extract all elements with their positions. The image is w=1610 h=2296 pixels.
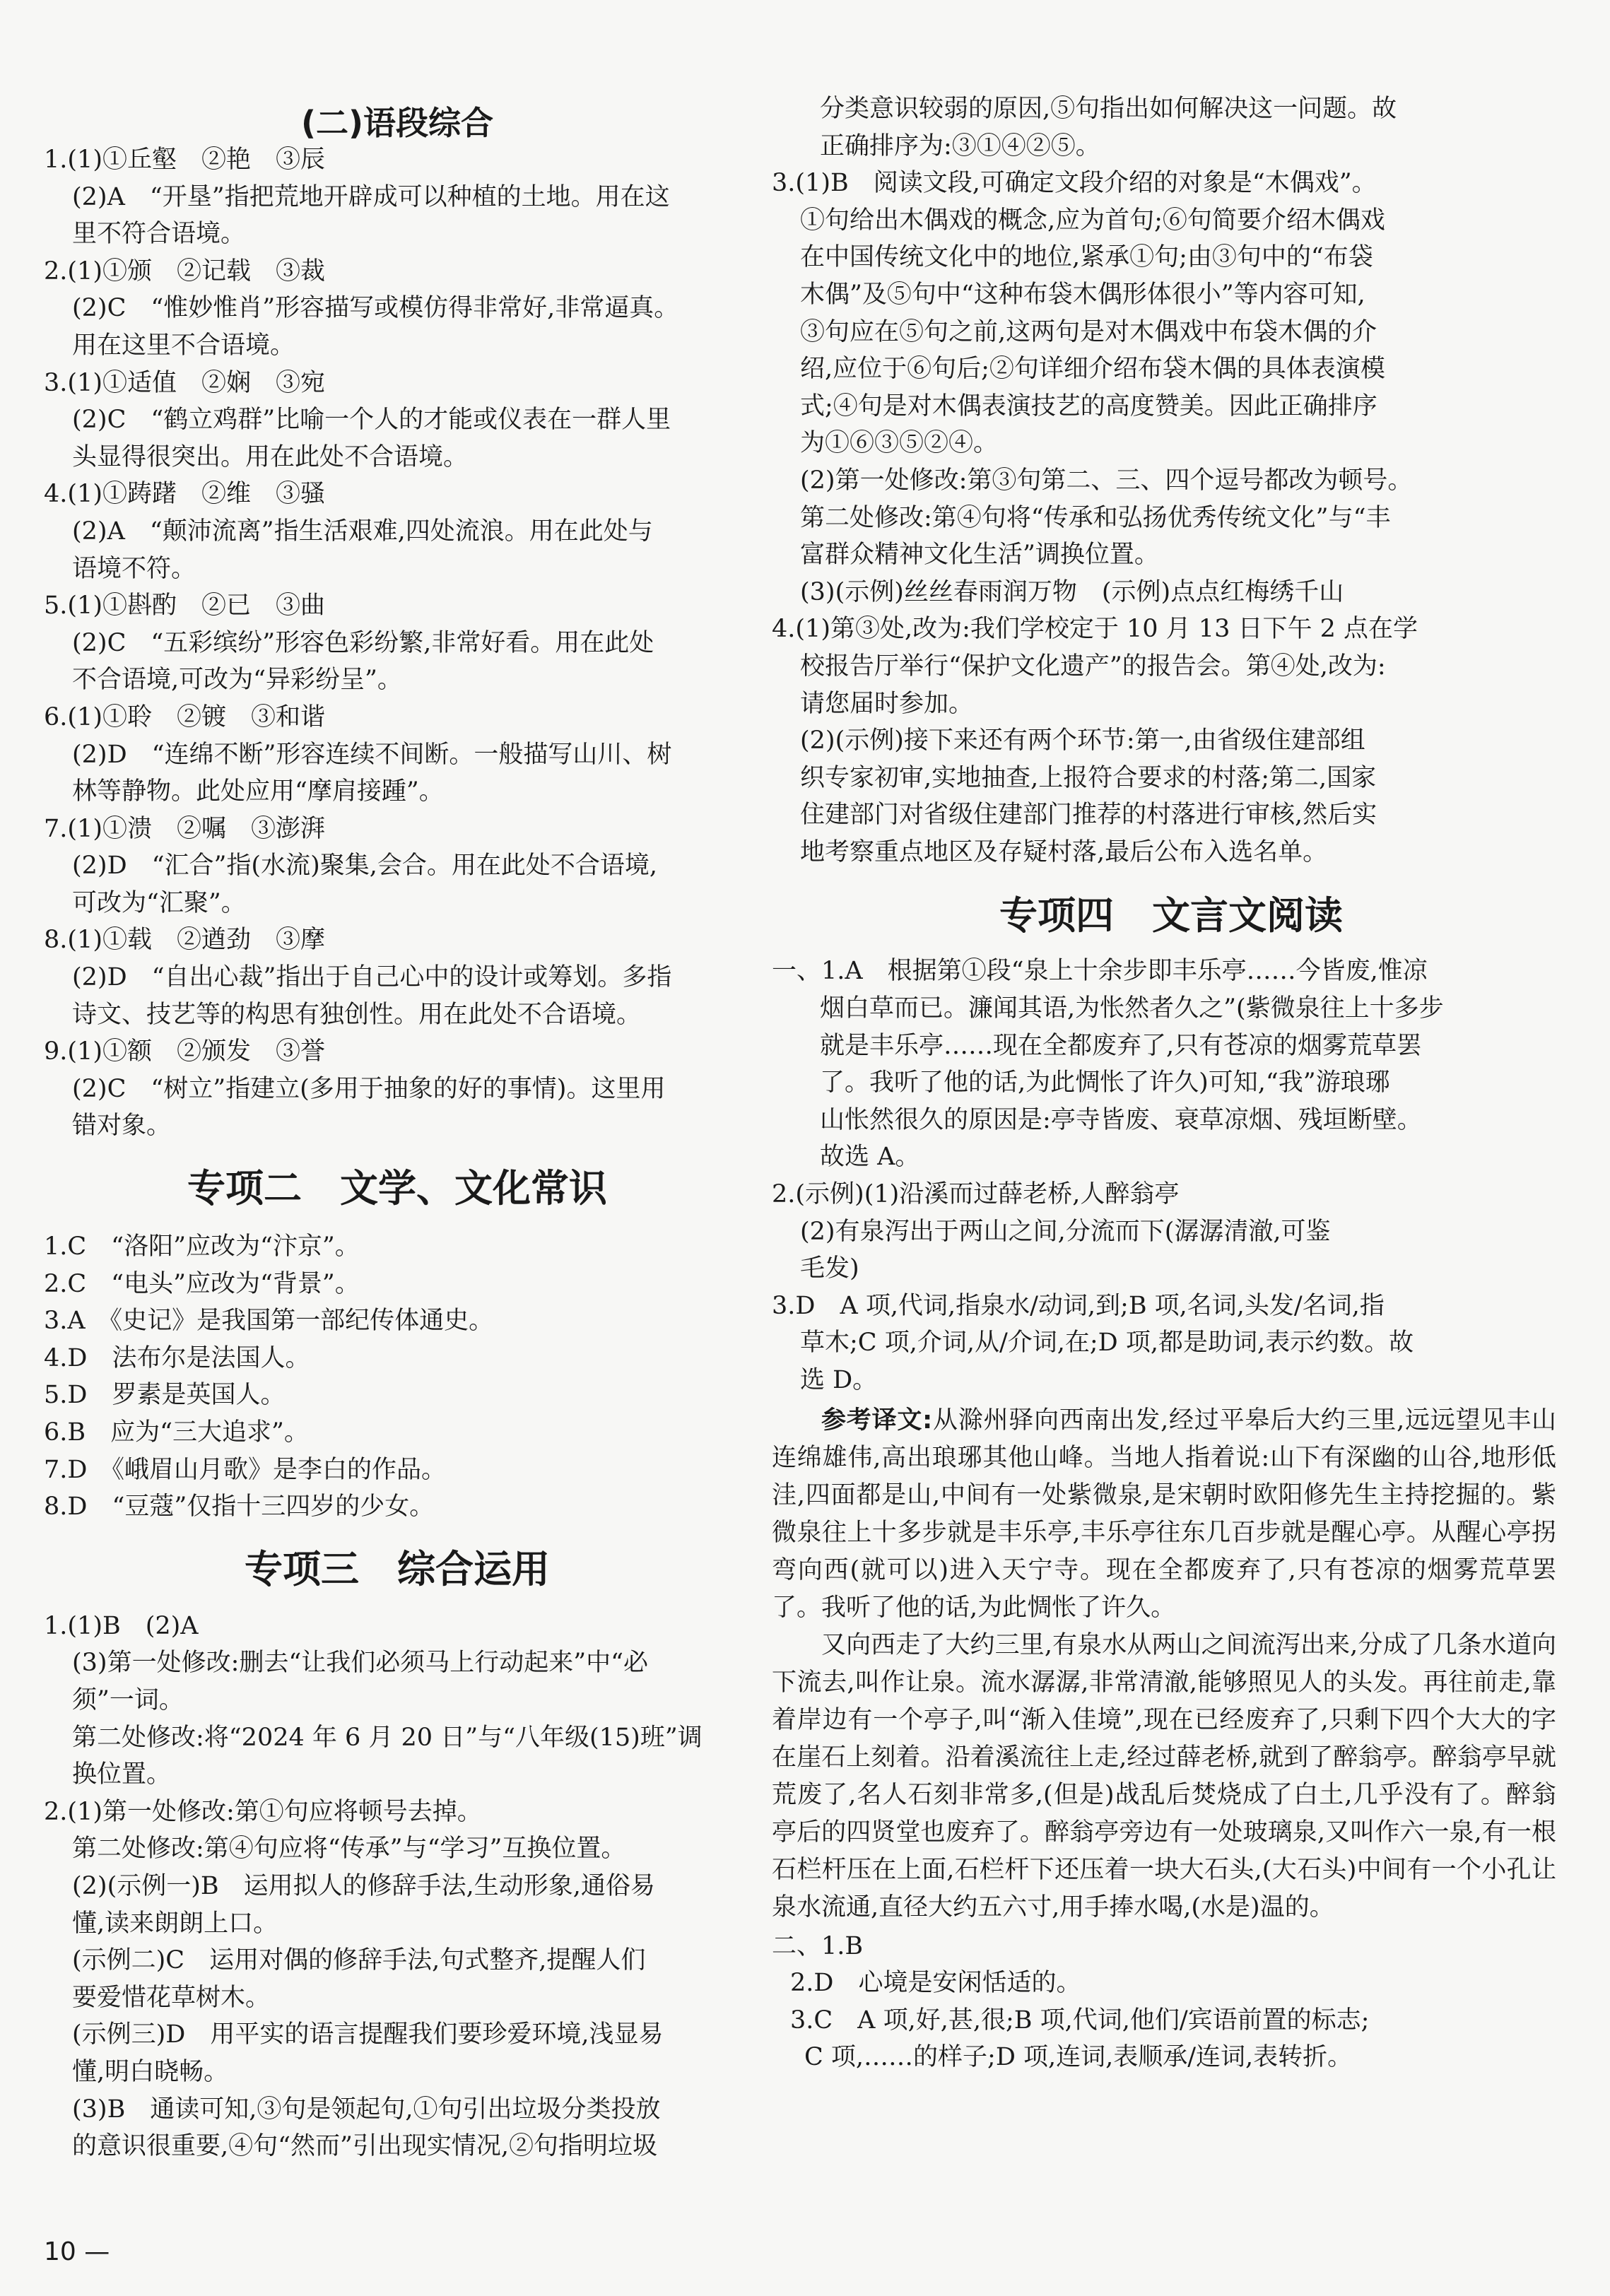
answer-line: 7.D 《峨眉山月歌》是李白的作品。 xyxy=(44,1455,446,1484)
answer-line: 换位置。 xyxy=(72,1760,172,1789)
answer-line: 为①⑥③⑤②④。 xyxy=(800,429,999,458)
answer-line: 故选 A。 xyxy=(820,1143,920,1172)
answer-line: (示例三)D 用平实的语言提醒我们要珍爱环境,浅显易 xyxy=(72,2020,664,2049)
answer-line: 2.(1)第一处修改:第①句应将顿号去掉。 xyxy=(44,1797,482,1826)
answer-line: 语境不符。 xyxy=(72,554,196,583)
answer-line: 懂,明白晓畅。 xyxy=(72,2057,229,2086)
answer-line: (2)D “连绵不断”形容连续不间断。一般描写山川、树 xyxy=(72,740,672,769)
answer-line: (2)C “鹤立鸡群”比喻一个人的才能或仪表在一群人里 xyxy=(72,406,671,435)
answer-line: 第二处修改:第④句将“传承和弘扬优秀传统文化”与“丰 xyxy=(800,503,1391,532)
answer-line: 3.C A 项,好,甚,很;B 项,代词,他们/宾语前置的标志; xyxy=(790,2006,1370,2035)
answer-line: 5.D 罗素是英国人。 xyxy=(44,1381,286,1410)
answer-line: (2)C “惟妙惟肖”形容描写或模仿得非常好,非常逼真。 xyxy=(72,294,679,323)
answer-line: 错对象。 xyxy=(72,1112,172,1141)
answer-line: 分类意识较弱的原因,⑤句指出如何解决这一问题。故 xyxy=(820,95,1397,123)
section-title-wenxue: 专项二 文学、文化常识 xyxy=(187,1166,607,1211)
answer-line: 3.(1)B 阅读文段,可确定文段介绍的对象是“木偶戏”。 xyxy=(772,169,1377,198)
answer-line: 选 D。 xyxy=(800,1366,878,1394)
section-zonghe-continued xyxy=(772,90,1570,871)
page-number: 10 — xyxy=(44,2237,110,2266)
answer-line: (2)第一处修改:第③句第二、三、四个逗号都改为顿号。 xyxy=(800,466,1413,495)
section-yuduan-body xyxy=(44,141,751,1145)
answer-line: 1.C “洛阳”应改为“汴京”。 xyxy=(44,1232,360,1261)
answer-line: 6.B 应为“三大追求”。 xyxy=(44,1418,309,1447)
answer-line: 山怅然很久的原因是:亭寺皆废、衰草凉烟、残垣断壁。 xyxy=(820,1105,1422,1134)
answer-line: 第二处修改:第④句应将“传承”与“学习”互换位置。 xyxy=(72,1835,626,1864)
answer-line: 式;④句是对木偶表演技艺的高度赞美。因此正确排序 xyxy=(800,392,1377,420)
answer-line: (2)A “颠沛流离”指生活艰难,四处流浪。用在此处与 xyxy=(72,517,653,546)
reference-translation xyxy=(772,1402,1556,1926)
answer-line: (2)(示例一)B 运用拟人的修辞手法,生动形象,通俗易 xyxy=(72,1871,655,1900)
answer-line: (3)B 通读可知,③句是领起句,①句引出垃圾分类投放 xyxy=(72,2095,661,2124)
answer-line: 的意识很重要,④句“然而”引出现实情况,②句指明垃圾 xyxy=(72,2132,658,2161)
answer-line: 2.D 心境是安闲恬适的。 xyxy=(790,1969,1081,1998)
answer-line: 头显得很突出。用在此处不合语境。 xyxy=(72,442,469,471)
answer-line: 7.(1)①溃 ②嘱 ③澎湃 xyxy=(44,814,325,843)
answer-line: 1.(1)B (2)A xyxy=(44,1611,199,1640)
answer-line: 绍,应位于⑥句后;②句详细介绍布袋木偶的具体表演模 xyxy=(800,355,1385,384)
answer-line: 一、1.A 根据第①段“泉上十余步即丰乐亭……今皆废,惟凉 xyxy=(772,957,1428,986)
answer-line: (3)第一处修改:删去“让我们必须马上行动起来”中“必 xyxy=(72,1649,649,1678)
answer-line: 懂,读来朗朗上口。 xyxy=(72,1909,278,1938)
answer-line: 4.D 法布尔是法国人。 xyxy=(44,1343,310,1372)
answer-line: 草木;C 项,介词,从/介词,在;D 项,都是助词,表示约数。故 xyxy=(800,1329,1414,1358)
answer-line: 8.(1)①载 ②遒劲 ③摩 xyxy=(44,926,325,955)
answer-line: 3.D A 项,代词,指泉水/动词,到;B 项,名词,头发/名词,指 xyxy=(772,1291,1385,1320)
answer-line: 毛发) xyxy=(800,1254,859,1283)
answer-line: (2)有泉泻出于两山之间,分流而下(潺潺清澈,可鉴 xyxy=(800,1217,1331,1246)
answer-line: (2)D “汇合”指(水流)聚集,会合。用在此处不合语境, xyxy=(72,852,657,881)
answer-line: 木偶”及⑤句中“这种布袋木偶形体很小”等内容可知, xyxy=(800,280,1365,309)
translation-paragraph-2 xyxy=(772,1627,1556,1926)
answer-line: (3)(示例)丝丝春雨润万物 (示例)点点红梅绣千山 xyxy=(800,577,1344,606)
left-column xyxy=(44,0,751,2165)
section-title-yuduan: (二)语段综合 xyxy=(300,104,494,142)
translation-paragraph-1 xyxy=(772,1402,1556,1627)
answer-line: 不合语境,可改为“异彩纷呈”。 xyxy=(72,666,402,695)
answer-line: 林等静物。此处应用“摩肩接踵”。 xyxy=(72,777,444,806)
answer-line: (2)A “开垦”指把荒地开辟成可以种植的土地。用在这 xyxy=(72,182,670,211)
answer-line: 4.(1)①踌躇 ②维 ③骚 xyxy=(44,480,325,509)
translation-text-1: 从滁州驿向西南出发,经过平皋后大约三里,远远望见丰山连绵雄伟,高出琅琊其他山峰。当地人指着说:山下有深幽的山谷,地形低洼,四面都是山,中间有一处紫微泉,是宋朝时欧阳修先生主持挖掘的。紫微泉往上十多步就是丰乐亭,丰乐亭往东几百步就是醒心亭。从醒心亭拐弯向西(就可以)进入天宁寺。现在全都废弃了,只有苍凉的烟雾荒草罢了。我听了他的话,为此惆怅了许久。 xyxy=(772,1406,1556,1622)
section-title-zonghe: 专项三 综合运用 xyxy=(245,1546,550,1591)
answer-line: 在中国传统文化中的地位,紧承①句;由③句中的“布袋 xyxy=(800,243,1373,272)
translation-text-2: 又向西走了大约三里,有泉水从两山之间流泻出来,分成了几条水道向下流去,叫作让泉。流水潺潺,非常清澈,能够照见人的头发。再往前走,靠着岸边有一个亭子,叫“渐入佳境”,现在已经废弃了,只剩下四个大大的字在崖石上刻着。沿着溪流往上走,经过薛老桥,就到了醉翁亭。醉翁亭早就荒废了,名人石刻非常多,(但是)战乱后焚烧成了白土,几乎没有了。醉翁亭后的四贤堂也废弃了。醉翁亭旁边有一处玻璃泉,又叫作六一泉,有一根石栏杆压在上面,石栏杆下还压着一块大石头,(大石头)中间有一个小孔让泉水流通,直径大约五六寸,用手捧水喝,(水是)温的。 xyxy=(772,1630,1556,1921)
answer-line: 富群众精神文化生活”调换位置。 xyxy=(800,541,1159,570)
answer-line: C 项,……的样子;D 项,连词,表顺承/连词,表转折。 xyxy=(804,2043,1353,2072)
answer-line: 了。我听了他的话,为此惆怅了许久)可知,“我”游琅琊 xyxy=(820,1068,1390,1097)
section-wenyan-part2 xyxy=(772,1928,1570,2076)
answer-line: 2.C “电头”应改为“背景”。 xyxy=(44,1269,360,1298)
answer-line: 地考察重点地区及存疑村落,最后公布入选名单。 xyxy=(800,837,1328,866)
section-wenyan-body xyxy=(772,953,1570,1399)
answer-line: (2)C “五彩缤纷”形容色彩纷繁,非常好看。用在此处 xyxy=(72,628,654,657)
answer-line: 校报告厅举行“保护文化遗产”的报告会。第④处,改为: xyxy=(800,652,1386,681)
translation-label: 参考译文: xyxy=(821,1406,933,1435)
answer-line: 烟白草而已。濂闻其语,为怅然者久之”(紫微泉往上十多步 xyxy=(820,994,1444,1023)
right-column xyxy=(772,0,1570,2076)
answer-line: ③句应在⑤句之前,这两句是对木偶戏中布袋木偶的介 xyxy=(800,317,1377,346)
answer-line: 二、1.B xyxy=(772,1931,864,1960)
section-wenxue-body xyxy=(44,1228,751,1526)
section-title-wenyan: 专项四 文言文阅读 xyxy=(999,893,1343,938)
answer-line: 织专家初审,实地抽查,上报符合要求的村落;第二,国家 xyxy=(800,763,1377,792)
answer-line: 须”一词。 xyxy=(72,1685,184,1714)
answer-line: 住建部门对省级住建部门推荐的村落进行审核,然后实 xyxy=(800,801,1377,830)
answer-line: 2.(示例)(1)沿溪而过薛老桥,人醉翁亭 xyxy=(772,1180,1180,1209)
answer-line: 4.(1)第③处,改为:我们学校定于 10 月 13 日下午 2 点在学 xyxy=(772,615,1418,644)
answer-line: 2.(1)①颁 ②记载 ③裁 xyxy=(44,257,325,285)
answer-line: (2)D “自出心裁”指出于自己心中的设计或筹划。多指 xyxy=(72,963,672,992)
answer-line: 9.(1)①额 ②颁发 ③誉 xyxy=(44,1037,325,1066)
answer-line: 诗文、技艺等的构思有独创性。用在此处不合语境。 xyxy=(72,1000,642,1029)
answer-line: ①句给出木偶戏的概念,应为首句;⑥句简要介绍木偶戏 xyxy=(800,206,1385,235)
answer-line: (2)(示例)接下来还有两个环节:第一,由省级住建部组 xyxy=(800,726,1365,755)
answer-line: 可改为“汇聚”。 xyxy=(72,888,246,917)
answer-line: 3.(1)①适值 ②娴 ③宛 xyxy=(44,368,325,397)
answer-line: 1.(1)①丘壑 ②艳 ③辰 xyxy=(44,146,325,174)
answer-line: 用在这里不合语境。 xyxy=(72,331,295,360)
answer-line: 5.(1)①斟酌 ②已 ③曲 xyxy=(44,591,325,620)
answer-line: 里不符合语境。 xyxy=(72,220,246,249)
answer-line: (示例二)C 运用对偶的修辞手法,句式整齐,提醒人们 xyxy=(72,1946,646,1975)
answer-line: 正确排序为:③①④②⑤。 xyxy=(820,131,1100,160)
answer-line: (2)C “树立”指建立(多用于抽象的好的事情)。这里用 xyxy=(72,1074,666,1103)
answer-line: 6.(1)①聆 ②镀 ③和谐 xyxy=(44,702,325,731)
answer-line: 要爱惜花草树木。 xyxy=(72,1983,271,2012)
answer-line: 3.A 《史记》是我国第一部纪传体通史。 xyxy=(44,1307,494,1336)
section-zonghe-body xyxy=(44,1608,751,2165)
answer-line: 8.D “豆蔻”仅指十三四岁的少女。 xyxy=(44,1493,435,1521)
answer-line: 请您届时参加。 xyxy=(800,689,974,718)
answer-line: 第二处修改:将“2024 年 6 月 20 日”与“八年级(15)班”调 xyxy=(72,1723,703,1752)
answer-line: 就是丰乐亭……现在全都废弃了,只有苍凉的烟雾荒草罢 xyxy=(820,1031,1422,1060)
